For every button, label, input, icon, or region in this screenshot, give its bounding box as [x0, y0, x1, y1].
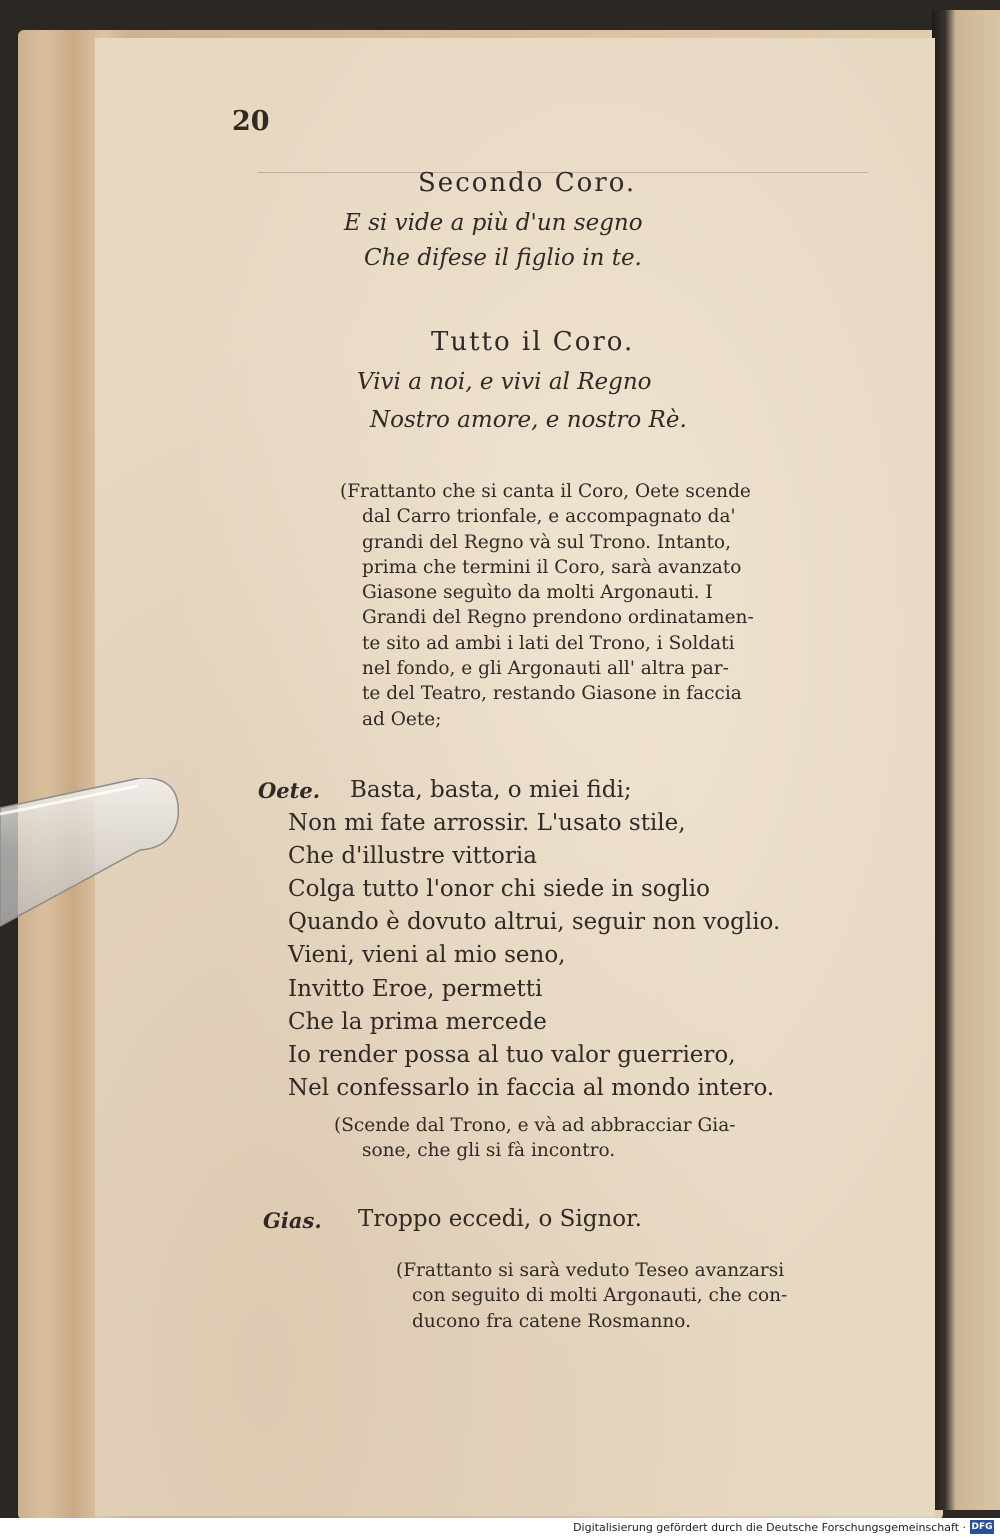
- verse-line: Che difese il figlio in te.: [364, 245, 642, 271]
- stage-direction: [340, 479, 754, 732]
- speech-line: Che la prima mercede: [288, 1008, 547, 1035]
- speaker-gias: Gias.: [263, 1208, 322, 1233]
- stage-line: (Frattanto si sarà veduto Teseo avanzarsi: [396, 1260, 785, 1281]
- speech-line: Non mi fate arrossir. L'usato stile,: [288, 810, 686, 837]
- stage-line: (Frattanto che si canta il Coro, Oete scende: [340, 481, 751, 502]
- stage-line: Grandi del Regno prendono ordinatamen-: [362, 607, 754, 629]
- page-number: 20: [232, 106, 270, 137]
- stage-line: dal Carro trionfale, e accompagnato da': [362, 506, 736, 528]
- speech-line: Nel confessarlo in faccia al mondo intero.: [288, 1074, 775, 1101]
- verse-line: Vivi a noi, e vivi al Regno: [357, 369, 652, 395]
- stage-line: te sito ad ambi i lati del Trono, i Soldati: [362, 632, 735, 654]
- speech-line: Basta, basta, o miei fidi;: [350, 777, 632, 803]
- speech-gias: Troppo eccedi, o Signor.: [358, 1206, 642, 1232]
- stage-direction-oete: [334, 1113, 736, 1164]
- stage-line: sone, che gli si fà incontro.: [362, 1140, 616, 1162]
- verse-line: Nostro amore, e nostro Rè.: [370, 407, 687, 433]
- verse-line: E si vide a più d'un segno: [344, 210, 643, 236]
- heading-secondo-coro: Secondo Coro.: [418, 168, 637, 198]
- speech-oete: [288, 774, 780, 1105]
- speech-line: Colga tutto l'onor chi siede in soglio: [288, 876, 710, 903]
- speech-line: Che d'illustre vittoria: [288, 843, 537, 870]
- dfg-logo: DFG: [971, 1522, 993, 1532]
- speech-line: Quando è dovuto altrui, seguir non voglio.: [288, 909, 781, 936]
- speech-line: Io render possa al tuo valor guerriero,: [288, 1041, 736, 1068]
- stage-line: ducono fra catene Rosmanno.: [412, 1310, 691, 1332]
- page-holder-clip: [0, 778, 182, 928]
- stage-line: con seguito di molti Argonauti, che con-: [412, 1285, 788, 1307]
- stage-line: Giasone seguìto da molti Argonauti. I: [362, 582, 713, 604]
- stage-line: nel fondo, e gli Argonauti all' altra par-: [362, 658, 729, 680]
- stage-line: grandi del Regno và sul Trono. Intanto,: [362, 531, 731, 553]
- stage-line: ad Oete;: [362, 708, 442, 730]
- speaker-oete: Oete.: [258, 778, 321, 803]
- stage-line: (Scende dal Trono, e và ad abbracciar Gia-: [334, 1115, 736, 1136]
- speech-line: Vieni, vieni al mio seno,: [288, 942, 566, 969]
- stage-line: te del Teatro, restando Giasone in faccia: [362, 683, 742, 705]
- footer-credit: Digitalisierung gefördert durch die Deutsche Forschungsgemeinschaft ·: [573, 1521, 966, 1534]
- stage-direction-gias: [396, 1258, 787, 1334]
- facing-page-edge: [932, 10, 1000, 1510]
- stage-line: prima che termini il Coro, sarà avanzato: [362, 556, 742, 578]
- heading-tutto-coro: Tutto il Coro.: [431, 327, 635, 357]
- speech-line: Invitto Eroe, permetti: [288, 975, 543, 1002]
